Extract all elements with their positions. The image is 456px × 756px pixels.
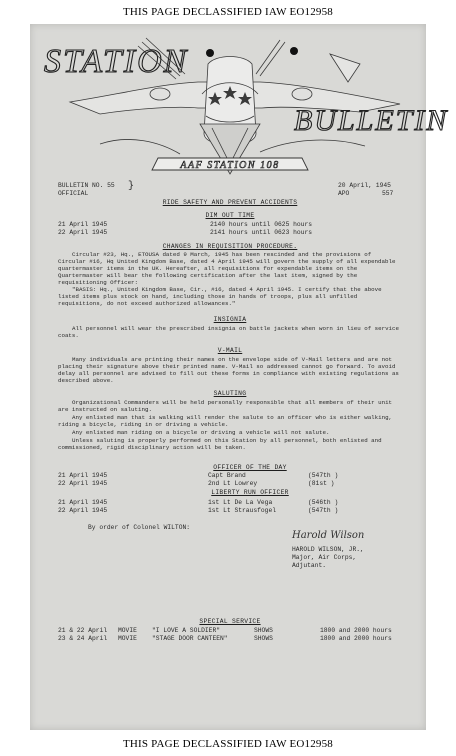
declassified-banner-top: THIS PAGE DECLASSIFIED IAW EO12958 [122,6,334,18]
saluting-paragraph: Organizational Commanders will be held personally responsible that all members of their unit are instructed on saluting. [58,399,393,414]
saluting-heading: SALUTING [213,390,247,397]
movie-title: "STAGE DOOR CANTEEN" [152,635,228,642]
insignia-heading: INSIGNIA [213,316,247,323]
movie-dates: 21 & 22 April [58,627,108,634]
requisition-text: Circular #23, Hq., ETOUSA dated 9 March, 1945 has been rescinded and the provisions of Circular #16, Hq United Kingdom Base, dated 4 April 1945 will govern the supply of all expendable quartermaster items in the UK. Hereafter, all requisitions for expendable items on the Quartermaster will bear the following certification after the last item, signed by the requisitioning Officer: [58,251,396,287]
officer-unit: (81st ) [308,480,335,487]
liberty-date: 21 April 1945 [58,499,108,506]
saluting-paragraph: Any enlisted man riding on a bicycle or driving a vehicle will not salute. [72,429,330,436]
officer-name: 2nd Lt Lowrey [208,480,258,487]
vmail-heading: V-MAIL [217,347,243,354]
requisition-quote: "BASIS: Hq., United Kingdom Base, Cir., #16, dated 4 April 1945. I certify that the above listed items plus stock on hand, including those in hands of troops, plus all unfilled requisitions, do not exceed authorized allowances." [58,286,382,308]
movie-type: MOVIE [118,627,137,634]
liberty-name: 1st Lt De La Vega [208,499,273,506]
dim-out-date: 21 April 1945 [58,221,108,228]
insignia-text: All personnel will wear the prescribed insignia on battle jackets when worn in lieu of service coats. [58,325,399,340]
dim-out-time: 2141 hours until 0623 hours [210,229,313,236]
vmail-text: Many individuals are printing their names on the envelope side of V-Mail letters and are not placing their signature above their printed name. V-Mail so addressed cannot go forward. To avoid delay all personnel are advised to fill out these forms in compliance with existing regulations as described above. [58,356,399,385]
apo-label: APO [338,190,350,197]
bulletin-date: 20 April, 1945 [338,182,391,189]
dim-out-date: 22 April 1945 [58,229,108,236]
movie-times: 1800 and 2000 hours [320,635,392,642]
bulletin-page [30,24,449,730]
officer-date: 22 April 1945 [58,480,108,487]
bulletin-title: RIDE SAFETY AND PREVENT ACCIDENTS [162,199,298,206]
special-service-heading: SPECIAL SERVICE [199,618,261,625]
bracket: } [128,181,135,192]
bulletin-official: OFFICIAL [58,190,89,197]
liberty-unit: (546th ) [308,499,339,506]
liberty-unit: (547th ) [308,507,339,514]
station-banner: AAF STATION 108 [180,160,280,171]
signatory-name: HAROLD WILSON, JR., [292,546,364,553]
handwritten-signature: Harold Wilson [292,530,365,541]
movie-dates: 23 & 24 April [58,635,108,642]
liberty-date: 22 April 1945 [58,507,108,514]
apo-number: 557 [382,190,394,197]
officer-name: Capt Brand [208,472,246,479]
masthead-illustration [30,24,449,184]
declassified-banner-bottom: THIS PAGE DECLASSIFIED IAW EO12958 [122,738,334,750]
saluting-paragraph: Any enlisted man that is walking will render the salute to an officer who is either walking, riding a bicycle, riding in or driving a vehicle. [58,414,393,429]
movie-type: MOVIE [118,635,137,642]
movie-shows: SHOWS [254,627,273,634]
requisition-heading: CHANGES IN REQUISITION PROCEDURE. [162,243,298,250]
dim-out-time: 2140 hours until 0625 hours [210,221,313,228]
liberty-run-heading: LIBERTY RUN OFFICER [211,489,289,496]
officer-of-day-heading: OFFICER OF THE DAY [213,464,287,471]
signatory-title: Adjutant. [292,562,327,569]
masthead-title-right: BULLETIN [294,104,449,137]
dim-out-heading: DIM OUT TIME [205,212,255,219]
bulletin-number: BULLETIN NO. 55 [58,182,115,189]
officer-unit: (547th ) [308,472,339,479]
movie-times: 1800 and 2000 hours [320,627,392,634]
officer-date: 21 April 1945 [58,472,108,479]
saluting-paragraph: Unless saluting is properly performed on this Station by all personnel, both enlisted and commissioned, rigid disciplinary action will be taken. [58,437,382,452]
signatory-rank: Major, Air Corps, [292,554,357,561]
movie-title: "I LOVE A SOLDIER" [152,627,221,634]
movie-shows: SHOWS [254,635,273,642]
masthead-title-left: STATION [44,43,189,80]
liberty-name: 1st Lt Strausfogel [208,507,277,514]
by-order-line: By order of Colonel WILTON: [88,524,191,531]
